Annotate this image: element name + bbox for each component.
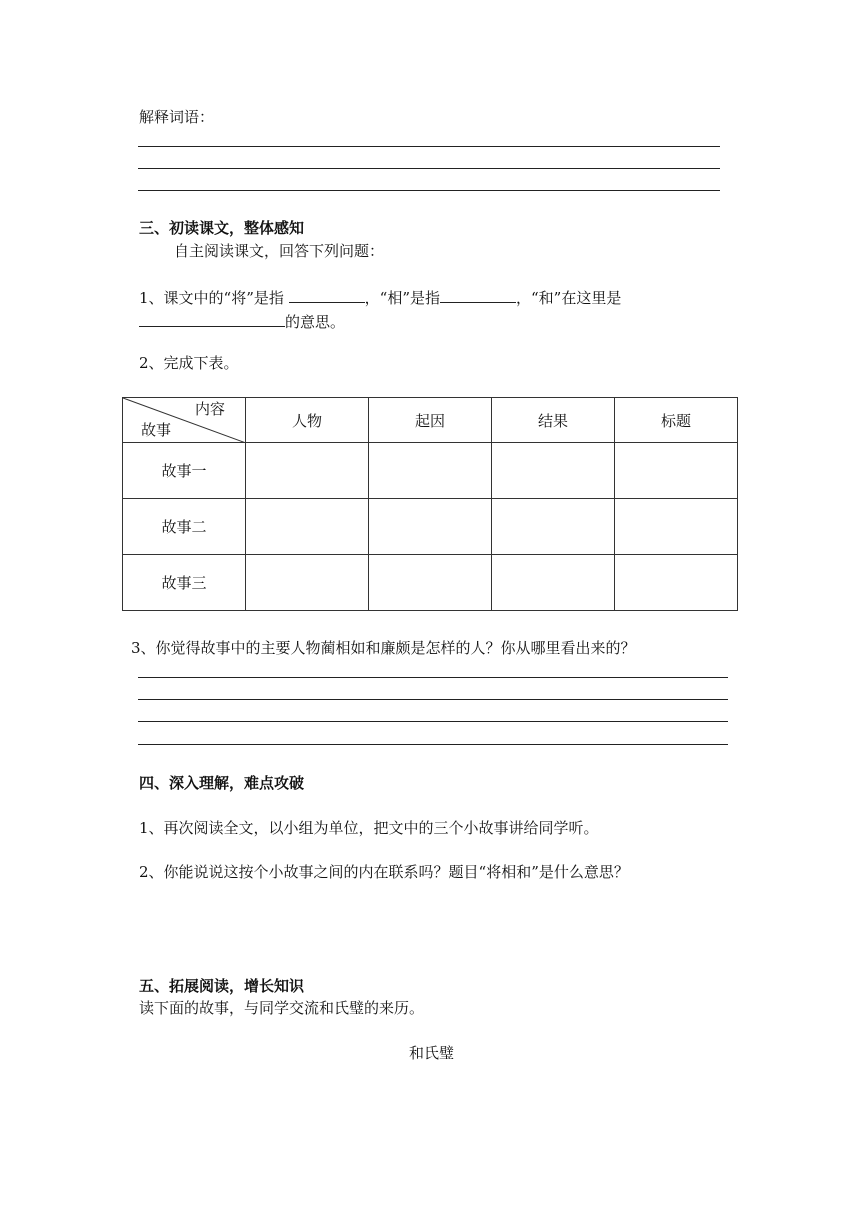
table-cell[interactable]: [369, 443, 492, 499]
table-cell[interactable]: [615, 499, 738, 555]
table-cell[interactable]: [492, 499, 615, 555]
question-3-1-cont: [139, 310, 345, 332]
explain-words-label: 解释词语：: [139, 108, 215, 126]
answer-line[interactable]: [138, 721, 728, 722]
question-3-2: 2、完成下表。: [139, 354, 239, 372]
table-cell[interactable]: [492, 555, 615, 611]
story-table: [122, 397, 738, 611]
question-4-2: 2、你能说说这按个小故事之间的内在联系吗？题目“将相和”是什么意思？: [139, 863, 629, 881]
table-cell[interactable]: [246, 499, 369, 555]
table-cell[interactable]: [615, 443, 738, 499]
row-label: 故事二: [123, 499, 246, 555]
answer-line[interactable]: [138, 677, 728, 678]
table-row: [123, 499, 738, 555]
question-3-1-part2: ，“相”是指: [364, 289, 440, 307]
question-3-1-part3: ，“和”在这里是: [516, 289, 622, 307]
table-cell[interactable]: [369, 499, 492, 555]
section-3-intro: 自主阅读课文，回答下列问题：: [174, 242, 385, 260]
question-3-1-part4: 的意思。: [285, 313, 346, 331]
story-title: 和氏璧: [409, 1044, 455, 1062]
fill-blank-jiang[interactable]: [289, 286, 365, 303]
section-3-heading: 三、初读课文，整体感知: [139, 219, 305, 237]
table-cell[interactable]: [369, 555, 492, 611]
row-label: 故事一: [123, 443, 246, 499]
fill-blank-he[interactable]: [139, 310, 285, 327]
question-3-3: 3、你觉得故事中的主要人物蔺相如和廉颇是怎样的人？你从哪里看出来的？: [131, 639, 636, 657]
answer-line[interactable]: [138, 146, 720, 147]
header-cell: 标题: [615, 398, 738, 443]
answer-line[interactable]: [138, 168, 720, 169]
table-row: [123, 443, 738, 499]
table-header-row: [123, 398, 738, 443]
table-cell[interactable]: [492, 443, 615, 499]
section-5-intro: 读下面的故事，与同学交流和氏璧的来历。: [139, 999, 425, 1017]
table-row: [123, 555, 738, 611]
header-cell: 结果: [492, 398, 615, 443]
header-cell: 人物: [246, 398, 369, 443]
table-cell[interactable]: [615, 555, 738, 611]
table-cell[interactable]: [246, 555, 369, 611]
question-4-1: 1、再次阅读全文，以小组为单位，把文中的三个小故事讲给同学听。: [139, 819, 599, 837]
answer-line[interactable]: [138, 190, 720, 191]
question-3-1-part1: 1、课文中的“将”是指: [139, 289, 289, 307]
answer-line[interactable]: [138, 699, 728, 700]
corner-label-content: 内容: [194, 400, 225, 418]
fill-blank-xiang[interactable]: [440, 286, 516, 303]
corner-label-story: 故事: [141, 421, 172, 439]
table-cell[interactable]: [246, 443, 369, 499]
table-corner-cell: [123, 398, 246, 443]
section-4-heading: 四、深入理解，难点攻破: [139, 774, 305, 792]
question-3-1: [139, 286, 621, 308]
section-5-heading: 五、拓展阅读，增长知识: [139, 977, 305, 995]
answer-line[interactable]: [138, 744, 728, 745]
row-label: 故事三: [123, 555, 246, 611]
header-cell: 起因: [369, 398, 492, 443]
